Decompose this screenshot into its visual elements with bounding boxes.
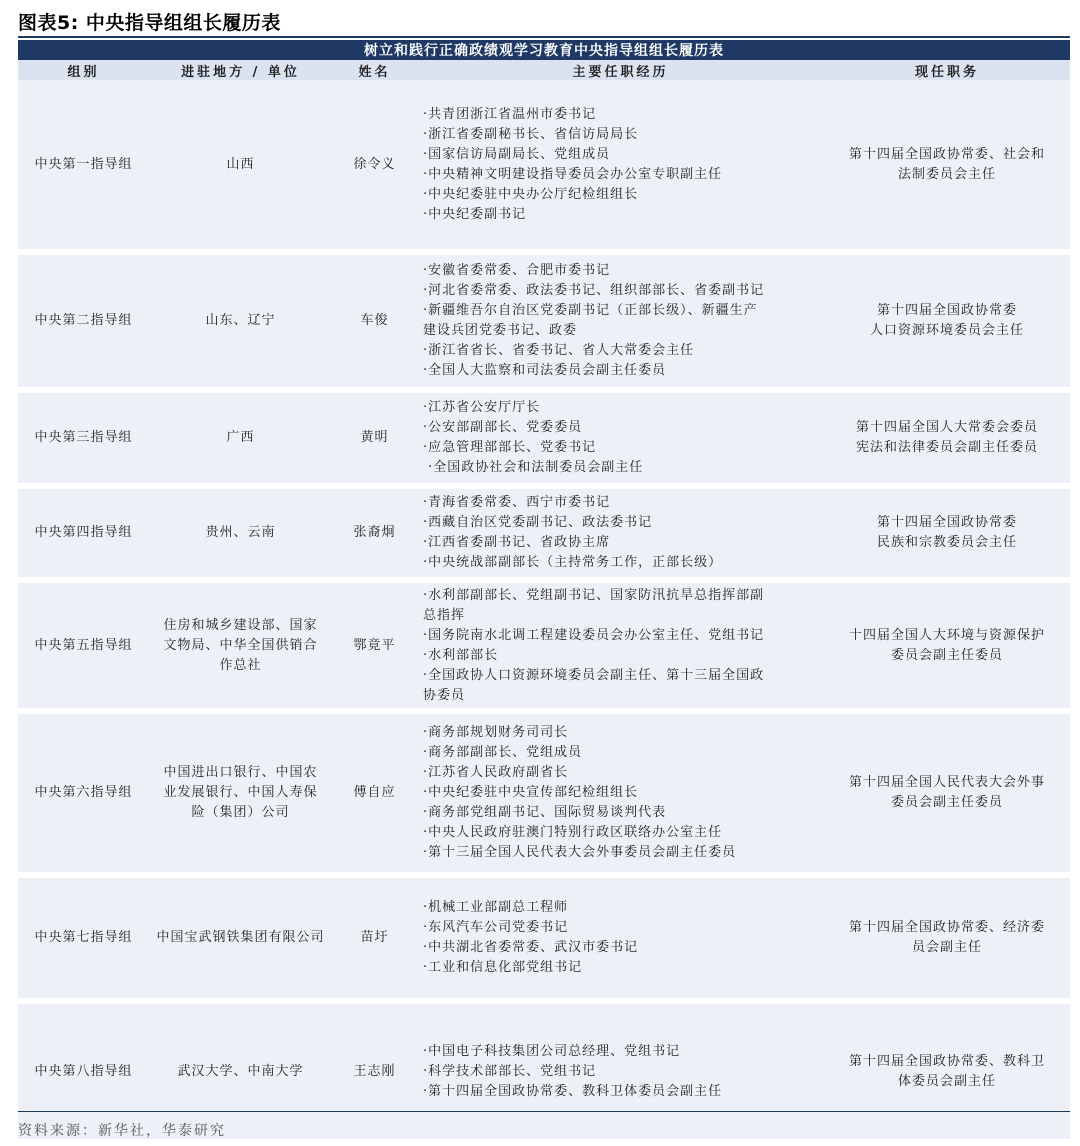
experience-line: ·水利部部长 [423, 647, 499, 663]
experience-cell [417, 255, 824, 387]
experience-line: ·江西省委副书记、省政协主席 [423, 535, 611, 550]
header-group: 组别 [18, 60, 149, 80]
position-line: 民族和宗教委员会主任 [876, 535, 1017, 550]
region-line: 业发展银行、中国人寿保 [163, 785, 318, 800]
bottom-rule [18, 1111, 1070, 1112]
region-cell [149, 393, 332, 483]
name-cell: 车俊 [332, 255, 417, 387]
experience-line: ·中央精神文明建设指导委员会办公室专职副主任 [423, 166, 723, 182]
region-line: 武汉大学、中南大学 [177, 1063, 304, 1079]
position-line: 委员会副主任委员 [890, 647, 1003, 663]
group-cell: 中央第一指导组 [18, 80, 149, 249]
position-line: 十四届全国人大环境与资源保护 [848, 627, 1045, 643]
experience-cell [417, 80, 824, 249]
experience-line: ·全国人大监察和司法委员会副主任委员 [423, 363, 667, 378]
name-cell: 鄂竟平 [332, 583, 417, 708]
experience-line: ·中央统战部副部长（主持常务工作，正部长级） [423, 555, 723, 570]
header-experience: 主要任职经历 [417, 60, 824, 80]
position-cell [824, 878, 1070, 998]
position-line: 人口资源环境委员会主任 [869, 323, 1024, 338]
experience-line: ·河北省委常委、政法委书记、组织部部长、省委副书记 [423, 283, 765, 298]
experience-line: ·水利部副部长、党组副书记、国家防汛抗旱总指挥部副 [423, 587, 765, 603]
position-line: 第十四届全国政协常委、教科卫 [848, 1053, 1045, 1069]
position-cell [824, 393, 1070, 483]
experience-line: ·中央纪委副书记 [423, 206, 527, 222]
table-row [18, 583, 1070, 708]
experience-line: ·新疆维吾尔自治区党委副书记（正部长级）、新疆生产 [423, 303, 758, 318]
region-line: 山西 [226, 156, 255, 172]
experience-line: 协委员 [423, 687, 466, 703]
region-line: 贵州、云南 [205, 525, 276, 540]
experience-line: ·商务部副部长、党组成员 [423, 745, 583, 760]
position-line: 第十四届全国政协常委 [876, 303, 1017, 318]
position-line: 体委员会副主任 [897, 1073, 996, 1089]
figure-title: 图表5: 中央指导组组长履历表 [18, 12, 281, 34]
experience-line: 建设兵团党委书记、政委 [423, 323, 578, 338]
experience-line: ·共青团浙江省温州市委书记 [423, 106, 597, 122]
table-row [18, 878, 1070, 998]
experience-line: ·东风汽车公司党委书记 [423, 920, 569, 935]
experience-line: ·国务院南水北调工程建设委员会办公室主任、党组书记 [423, 627, 765, 643]
table-row [18, 255, 1070, 387]
experience-cell [417, 393, 824, 483]
experience-line: ·西藏自治区党委副书记、政法委书记 [423, 515, 653, 530]
group-cell: 中央第八指导组 [18, 1004, 149, 1139]
name-cell: 徐令义 [332, 80, 417, 249]
name-cell: 苗圩 [332, 878, 417, 998]
experience-line: ·中央人民政府驻澳门特别行政区联络办公室主任 [423, 825, 723, 840]
region-line: 广西 [226, 430, 255, 445]
resume-table [18, 40, 1070, 1139]
region-line: 山东、辽宁 [205, 313, 276, 328]
experience-line: ·国家信访局副局长、党组成员 [423, 146, 611, 162]
experience-line: ·全国政协人口资源环境委员会副主任、第十三届全国政 [423, 667, 765, 683]
position-cell [824, 489, 1070, 577]
table-caption: 树立和践行正确政绩观学习教育中央指导组组长履历表 [18, 40, 1070, 60]
region-cell [149, 583, 332, 708]
experience-line: ·应急管理部部长、党委书记 [423, 440, 597, 455]
table-body [18, 80, 1070, 1139]
experience-line: ·江苏省公安厅厅长 [423, 400, 541, 415]
region-cell [149, 255, 332, 387]
experience-cell [417, 878, 824, 998]
table-row [18, 80, 1070, 249]
experience-line: ·江苏省人民政府副省长 [423, 765, 569, 780]
experience-line: ·商务部规划财务司司长 [423, 725, 569, 740]
experience-line: ·全国政协社会和法制委员会副主任 [423, 460, 644, 475]
resume-table-container [18, 40, 1070, 1139]
position-line: 委员会副主任委员 [890, 795, 1003, 810]
region-cell [149, 714, 332, 872]
experience-line: ·中国电子科技集团公司总经理、党组书记 [423, 1043, 681, 1059]
region-line: 中国进出口银行、中国农 [163, 765, 318, 780]
experience-line: ·中央纪委驻中央宣传部纪检组组长 [423, 785, 639, 800]
group-cell: 中央第六指导组 [18, 714, 149, 872]
group-cell: 中央第三指导组 [18, 393, 149, 483]
experience-line: ·中央纪委驻中央办公厅纪检组组长 [423, 186, 639, 202]
region-line: 住房和城乡建设部、国家 [163, 617, 318, 633]
experience-cell [417, 714, 824, 872]
position-line: 第十四届全国政协常委 [876, 515, 1017, 530]
position-line: 第十四届全国政协常委、社会和 [848, 146, 1045, 162]
header-region: 进驻地方 / 单位 [149, 60, 332, 80]
region-cell [149, 489, 332, 577]
name-cell: 王志刚 [332, 1004, 417, 1139]
experience-line: 总指挥 [423, 607, 466, 623]
name-cell: 张裔炯 [332, 489, 417, 577]
group-cell: 中央第四指导组 [18, 489, 149, 577]
experience-line: ·浙江省委副秘书长、省信访局局长 [423, 126, 639, 142]
position-line: 宪法和法律委员会副主任委员 [855, 440, 1038, 455]
source-note: 资料来源：新华社，华泰研究 [18, 1123, 226, 1139]
position-line: 法制委员会主任 [897, 166, 996, 182]
header-name: 姓名 [332, 60, 417, 80]
position-line: 第十四届全国人大常委会委员 [855, 420, 1038, 435]
table-row [18, 489, 1070, 577]
experience-line: ·第十三届全国人民代表大会外事委员会副主任委员 [423, 845, 737, 860]
region-line: 文物局、中华全国供销合 [163, 637, 318, 653]
region-cell [149, 1004, 332, 1139]
name-cell: 傅自应 [332, 714, 417, 872]
experience-line: ·机械工业部副总工程师 [423, 900, 569, 915]
experience-line: ·第十四届全国政协常委、教科卫体委员会副主任 [423, 1083, 723, 1099]
experience-line: ·安徽省委常委、合肥市委书记 [423, 263, 611, 278]
position-line: 第十四届全国政协常委、经济委 [848, 920, 1045, 935]
table-header-row [18, 60, 1070, 80]
experience-line: ·商务部党组副书记、国际贸易谈判代表 [423, 805, 667, 820]
experience-line: ·浙江省省长、省委书记、省人大常委会主任 [423, 343, 695, 358]
table-row [18, 714, 1070, 872]
position-cell [824, 1004, 1070, 1139]
region-line: 作总社 [219, 657, 262, 673]
experience-line: ·科学技术部部长、党组书记 [423, 1063, 597, 1079]
table-row [18, 1004, 1070, 1139]
table-row [18, 393, 1070, 483]
group-cell: 中央第五指导组 [18, 583, 149, 708]
header-position: 现任职务 [824, 60, 1070, 80]
region-cell [149, 878, 332, 998]
position-line: 第十四届全国人民代表大会外事 [848, 775, 1045, 790]
experience-cell [417, 489, 824, 577]
experience-line: ·青海省委常委、西宁市委书记 [423, 495, 611, 510]
name-cell: 黄明 [332, 393, 417, 483]
experience-line: ·工业和信息化部党组书记 [423, 960, 583, 975]
region-cell [149, 80, 332, 249]
position-cell [824, 255, 1070, 387]
experience-cell [417, 583, 824, 708]
position-cell [824, 714, 1070, 872]
position-cell [824, 80, 1070, 249]
group-cell: 中央第七指导组 [18, 878, 149, 998]
experience-line: ·公安部副部长、党委委员 [423, 420, 583, 435]
position-line: 员会副主任 [911, 940, 982, 955]
title-rule [18, 36, 1070, 38]
region-line: 中国宝武钢铁集团有限公司 [156, 930, 325, 945]
group-cell: 中央第二指导组 [18, 255, 149, 387]
experience-line: ·中共湖北省委常委、武汉市委书记 [423, 940, 639, 955]
region-line: 险（集团）公司 [191, 805, 290, 820]
position-cell [824, 583, 1070, 708]
experience-cell [417, 1004, 824, 1139]
